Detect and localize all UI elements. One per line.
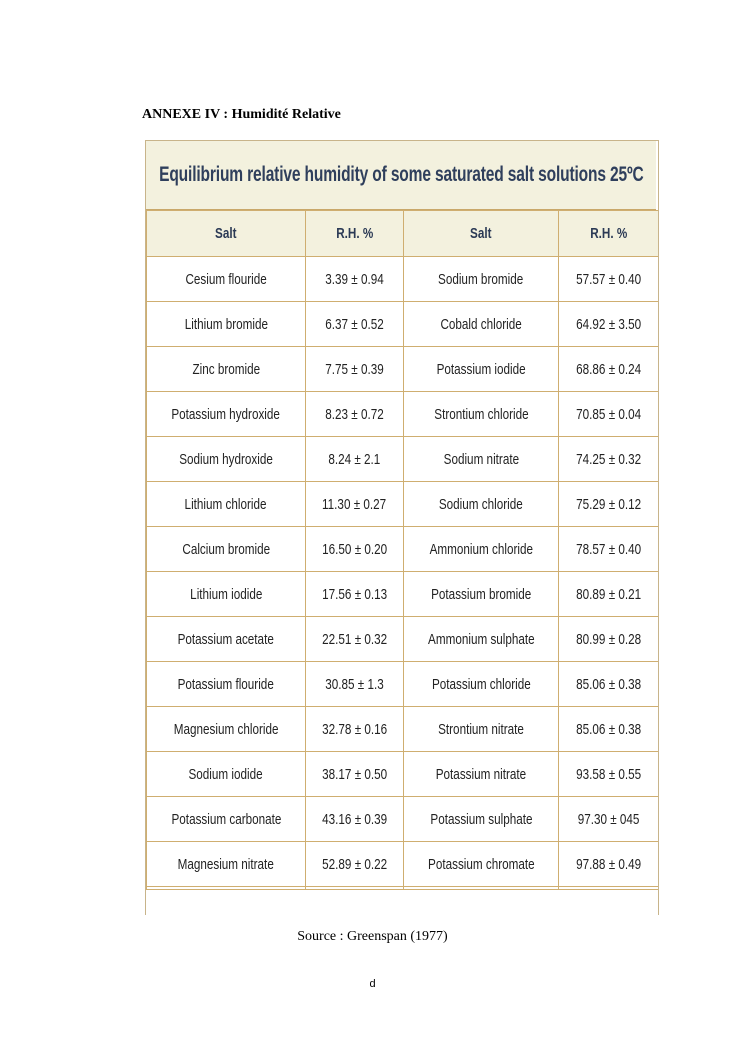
salt-name-cell: Potassium bromide <box>404 572 559 617</box>
rh-value-cell: 97.30 ± 045 <box>559 797 659 842</box>
rh-value-cell: 43.16 ± 0.39 <box>306 797 404 842</box>
rh-value-cell: 8.24 ± 2.1 <box>306 437 404 482</box>
rh-value-cell: 30.85 ± 1.3 <box>306 662 404 707</box>
salt-name-cell: Sodium chloride <box>404 482 559 527</box>
table-title: Equilibrium relative humidity of some saturated salt solutions 25ºC <box>158 163 644 186</box>
salt-name-cell: Calcium bromide <box>147 527 306 572</box>
table-row <box>147 572 659 617</box>
salt-name-cell: Zinc bromide <box>147 347 306 392</box>
rh-value-cell: 70.85 ± 0.04 <box>559 392 659 437</box>
salt-name-cell: Potassium chromate <box>404 842 559 887</box>
salt-name-cell: Potassium nitrate <box>404 752 559 797</box>
header-rh-2: R.H. % <box>559 211 659 257</box>
salt-name-cell: Potassium sulphate <box>404 797 559 842</box>
salt-name-cell: Magnesium nitrate <box>147 842 306 887</box>
table-row <box>147 482 659 527</box>
salt-name-cell: Strontium nitrate <box>404 707 559 752</box>
rh-value-cell: 7.75 ± 0.39 <box>306 347 404 392</box>
rh-value-cell: 68.86 ± 0.24 <box>559 347 659 392</box>
table-title-banner <box>146 141 656 211</box>
salt-name-cell: Potassium flouride <box>147 662 306 707</box>
header-rh-1: R.H. % <box>306 211 404 257</box>
salt-name-cell: Cobald chloride <box>404 302 559 347</box>
rh-value-cell: 6.37 ± 0.52 <box>306 302 404 347</box>
salt-name-cell: Ammonium sulphate <box>404 617 559 662</box>
table-body <box>147 257 659 890</box>
salt-name-cell: Sodium nitrate <box>404 437 559 482</box>
rh-value-cell: 78.57 ± 0.40 <box>559 527 659 572</box>
rh-value-cell: 64.92 ± 3.50 <box>559 302 659 347</box>
rh-value-cell: 85.06 ± 0.38 <box>559 707 659 752</box>
salt-name-cell: Lithium chloride <box>147 482 306 527</box>
table-row <box>147 797 659 842</box>
table-row <box>147 347 659 392</box>
rh-value-cell: 22.51 ± 0.32 <box>306 617 404 662</box>
salt-name-cell: Potassium iodide <box>404 347 559 392</box>
salt-name-cell: Magnesium chloride <box>147 707 306 752</box>
annex-title: ANNEXE IV : Humidité Relative <box>142 107 341 122</box>
table-row <box>147 707 659 752</box>
header-salt-1: Salt <box>147 211 306 257</box>
salt-name-cell: Cesium flouride <box>147 257 306 302</box>
source-caption: Source : Greenspan (1977) <box>297 929 448 944</box>
salt-name-cell: Lithium bromide <box>147 302 306 347</box>
rh-value-cell: 8.23 ± 0.72 <box>306 392 404 437</box>
salt-name-cell: Sodium hydroxide <box>147 437 306 482</box>
rh-value-cell: 16.50 ± 0.20 <box>306 527 404 572</box>
page-number: d <box>369 978 376 990</box>
salt-name-cell: Sodium iodide <box>147 752 306 797</box>
salt-name-cell: Potassium chloride <box>404 662 559 707</box>
table-row <box>147 662 659 707</box>
rh-value-cell: 57.57 ± 0.40 <box>559 257 659 302</box>
rh-value-cell: 93.58 ± 0.55 <box>559 752 659 797</box>
rh-value-cell: 97.88 ± 0.49 <box>559 842 659 887</box>
cut-cell <box>559 887 659 890</box>
table-row <box>147 617 659 662</box>
rh-value-cell: 80.89 ± 0.21 <box>559 572 659 617</box>
rh-value-cell: 80.99 ± 0.28 <box>559 617 659 662</box>
salt-name-cell: Potassium acetate <box>147 617 306 662</box>
table-cut-row <box>147 887 659 890</box>
table-row <box>147 437 659 482</box>
rh-value-cell: 74.25 ± 0.32 <box>559 437 659 482</box>
cut-cell <box>147 887 306 890</box>
rh-value-cell: 17.56 ± 0.13 <box>306 572 404 617</box>
table-row <box>147 527 659 572</box>
cut-cell <box>404 887 559 890</box>
salt-name-cell: Sodium bromide <box>404 257 559 302</box>
salt-name-cell: Potassium hydroxide <box>147 392 306 437</box>
salt-name-cell: Lithium iodide <box>147 572 306 617</box>
table-row <box>147 752 659 797</box>
salt-name-cell: Ammonium chloride <box>404 527 559 572</box>
rh-value-cell: 38.17 ± 0.50 <box>306 752 404 797</box>
table-row <box>147 257 659 302</box>
table-row <box>147 302 659 347</box>
salt-name-cell: Potassium carbonate <box>147 797 306 842</box>
rh-value-cell: 3.39 ± 0.94 <box>306 257 404 302</box>
rh-value-cell: 11.30 ± 0.27 <box>306 482 404 527</box>
rh-value-cell: 85.06 ± 0.38 <box>559 662 659 707</box>
rh-value-cell: 52.89 ± 0.22 <box>306 842 404 887</box>
humidity-table-image <box>145 140 659 915</box>
salt-humidity-table <box>146 210 659 890</box>
header-salt-2: Salt <box>404 211 559 257</box>
rh-value-cell: 32.78 ± 0.16 <box>306 707 404 752</box>
table-row <box>147 392 659 437</box>
rh-value-cell: 75.29 ± 0.12 <box>559 482 659 527</box>
salt-name-cell: Strontium chloride <box>404 392 559 437</box>
cut-cell <box>306 887 404 890</box>
table-header-row <box>147 211 659 257</box>
table-row <box>147 842 659 887</box>
